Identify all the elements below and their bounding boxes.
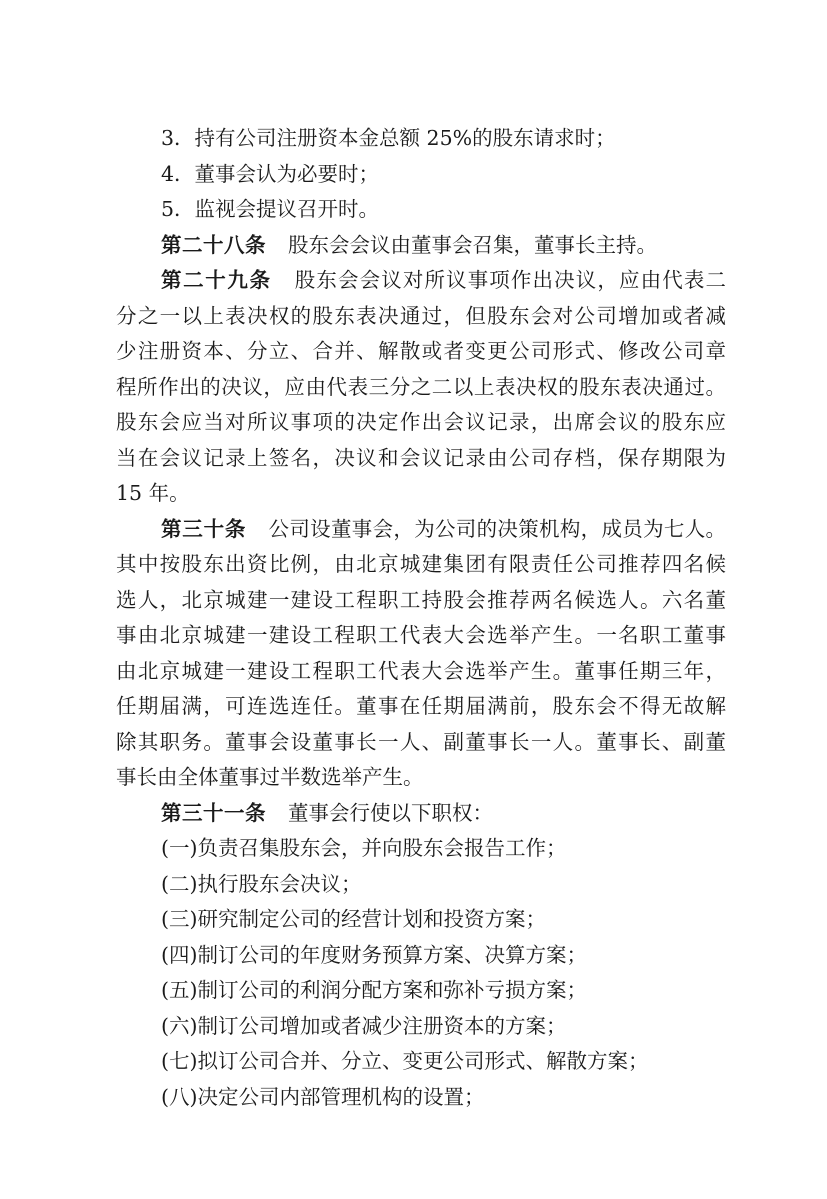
- list-item: 4．董事会认为必要时；: [161, 161, 380, 186]
- list-item: (二)执行股东会决议；: [161, 871, 362, 896]
- paragraph-line: 选人，北京城建一建设工程职工持股会推荐两名候选人。六名董: [116, 587, 726, 612]
- article-text: 公司设董事会，为公司的决策机构，成员为七人。: [268, 516, 727, 541]
- list-item: (八)决定公司内部管理机构的设置；: [161, 1084, 485, 1109]
- article-heading: 第三十一条: [161, 800, 266, 825]
- paragraph-line: 任期届满，可连选连任。董事在任期届满前，股东会不得无故解: [116, 694, 726, 718]
- document-body: [116, 121, 726, 1115]
- list-item: (四)制订公司的年度财务预算方案、决算方案；: [161, 942, 587, 967]
- paragraph-line: 事由北京城建一建设工程职工代表大会选举产生。一名职工董事: [116, 623, 726, 647]
- paragraph-line: 股东会应当对所议事项的决定作出会议记录，出席会议的股东应: [116, 410, 726, 434]
- article-text: 股东会会议对所议事项作出决议，应由代表二: [293, 268, 727, 292]
- list-item: 5．监视会提议召开时。: [161, 197, 380, 221]
- article-28: [116, 228, 726, 264]
- list-item: 3．持有公司注册资本金总额 25%的股东请求时；: [161, 126, 616, 150]
- list-item: (一)负责召集股东会，并向股东会报告工作；: [161, 836, 567, 860]
- article-heading: 第二十八条: [161, 232, 266, 257]
- paragraph-line: 分之一以上表决权的股东表决通过，但股东会对公司增加或者减: [116, 303, 726, 328]
- article-text: 董事会行使以下职权：: [288, 800, 493, 825]
- paragraph-line: 当在会议记录上签名，决议和会议记录由公司存档，保存期限为: [116, 445, 726, 470]
- article-29: [116, 263, 726, 299]
- list-item: (三)研究制定公司的经营计划和投资方案；: [161, 907, 546, 931]
- paragraph-line: 事长由全体董事过半数选举产生。: [116, 765, 424, 789]
- list-item: (五)制订公司的利润分配方案和弥补亏损方案；: [161, 978, 587, 1002]
- paragraph-line: 除其职务。董事会设董事长一人、副董事长一人。董事长、副董: [116, 729, 726, 754]
- article-31: [116, 796, 726, 832]
- paragraph-line: 少注册资本、分立、合并、解散或者变更公司形式、修改公司章: [116, 339, 726, 363]
- article-heading: 第三十条: [161, 516, 247, 541]
- list-item: (七)拟订公司合并、分立、变更公司形式、解散方案；: [161, 1049, 649, 1073]
- paragraph-line: 程所作出的决议，应由代表三分之二以上表决权的股东表决通过。: [116, 374, 726, 399]
- article-text: 股东会会议由董事会召集，董事长主持。: [288, 232, 657, 257]
- paragraph-line: 15 年。: [116, 481, 190, 505]
- article-30: [116, 512, 726, 548]
- list-item: (六)制订公司增加或者减少注册资本的方案；: [161, 1013, 567, 1038]
- article-heading: 第二十九条: [161, 268, 272, 292]
- paragraph-line: 由北京城建一建设工程职工代表大会选举产生。董事任期三年，: [116, 658, 726, 683]
- paragraph-line: 其中按股东出资比例，由北京城建集团有限责任公司推荐四名候: [116, 552, 726, 576]
